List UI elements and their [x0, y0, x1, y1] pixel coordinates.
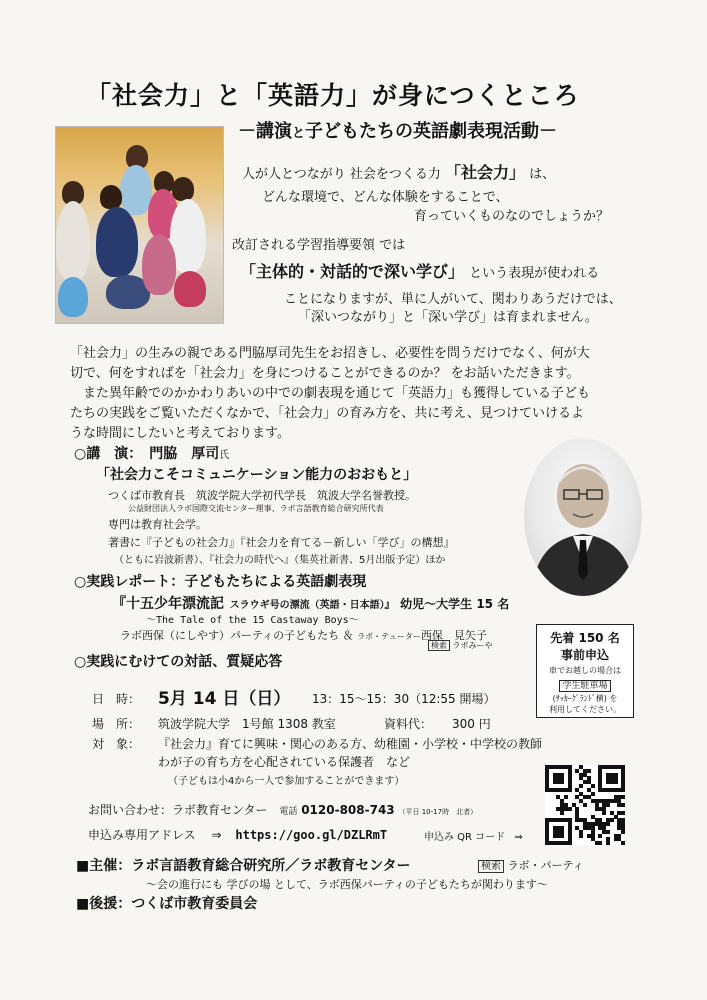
date-label: 日 時：	[92, 692, 141, 706]
intro-key-deep-learning: 「主体的・対話的で深い学び」	[240, 262, 465, 281]
lecture-bio-1: つくば市教育長 筑波学院大学初代学長 筑波大学名誉教授。	[108, 489, 416, 502]
qr-module	[579, 784, 583, 788]
place-label: 場 所：	[92, 717, 141, 731]
search-tag: 検索	[428, 640, 450, 651]
intro-line-7: 「深いつながり」と「深い学び」は育まれません。	[298, 310, 598, 325]
body-line: 「社会力」の生みの親である門脇厚司先生をお招きし、必要性を問うだけでなく、何が大	[70, 346, 590, 361]
qr-module	[587, 769, 591, 773]
qr-module	[568, 841, 572, 845]
target-label: 対 象：	[92, 737, 141, 751]
qr-module	[579, 834, 583, 838]
contact-line	[88, 801, 477, 818]
intro-line-3: 育っていくものなのでしょうか？	[414, 209, 610, 224]
lecture-honorific: 氏	[219, 450, 230, 461]
qr-module	[560, 834, 564, 838]
intro-line-6: ことになりますが、単に人がいて、関わりあうだけでは、	[284, 292, 622, 307]
qr-module	[606, 830, 610, 834]
target-line-3: （子どもは小4から一人で参加することができます）	[168, 776, 405, 787]
intro-line-1-pre: 人が人とつながり 社会をつくる力	[242, 167, 441, 182]
qr-module	[602, 811, 606, 815]
lecturer-portrait	[524, 438, 642, 596]
tutor-name: 西保 見矢子	[420, 629, 487, 642]
body-line: また異年齢でのかかわりあいの中での劇表現を通じて「英語力」も獲得している子ども	[70, 386, 591, 401]
qr-module	[621, 803, 625, 807]
play-title-line	[112, 593, 509, 613]
notice-line-6: 利用してください。	[549, 705, 621, 714]
subtitle-lead: －講演	[238, 121, 292, 142]
intro-line-1-post: は、	[529, 167, 556, 182]
qr-label-line	[424, 828, 523, 843]
qr-module	[621, 841, 625, 845]
notice-line-3: 車でお越しの場合は	[549, 666, 621, 675]
qr-module	[568, 807, 572, 811]
intro-line-2: どんな環境で、どんな体験をすることで、	[262, 190, 509, 205]
target-line-1: 『社会力』育てに興味・関心のある方、幼稚園・小学校・中学校の教師	[158, 737, 543, 751]
organizer-search-tag: 検索	[478, 860, 504, 873]
dialogue-heading: ○実践にむけての対話、質疑応答	[74, 654, 283, 670]
report-heading: ○実践レポート：子どもたちによる英語劇表現	[74, 574, 367, 590]
page-subtitle	[238, 117, 557, 143]
lecture-topic: 「社会力こそコミュニケーション能力のおおもと」	[96, 467, 418, 483]
intro-key-social-power: 「社会力」	[445, 163, 526, 182]
qr-module	[560, 780, 564, 784]
qr-code[interactable]	[545, 765, 625, 845]
qr-module	[591, 792, 595, 796]
tutor-label: ラボ・テューター	[357, 632, 421, 641]
lecture-bio-4: 著書に『子どもの社会力』『社会力を育てる－新しい「学び」の構想』	[108, 536, 455, 549]
tutor-search	[428, 640, 493, 651]
subtitle-to: と	[292, 126, 306, 141]
qr-module	[591, 784, 595, 788]
notice-line-5: (ｻｯｶｰｸﾞﾗﾝﾄﾞ横) を	[552, 694, 618, 703]
contact-label: お問い合わせ：ラボ教育センター	[88, 803, 268, 817]
body-line: たちの実践をご覧いただくなかで、「社会力」の育み方を、共に考え、見つけていけるよ	[70, 406, 585, 421]
address-line	[88, 826, 387, 843]
date-value: 5月 14 日（日）	[158, 689, 291, 709]
organizer-search	[478, 857, 584, 873]
qr-module	[560, 811, 564, 815]
qr-module	[606, 822, 610, 826]
lecture-head: ○講 演： 門脇 厚司	[74, 446, 220, 462]
organizer-line: ■主催：ラボ言語教育総合研究所／ラボ教育センター	[76, 858, 411, 874]
qr-label: 申込み QR コード	[424, 832, 506, 843]
subtitle-rest: 子どもたちの英語劇表現活動－	[305, 121, 558, 142]
place-value: 筑波学院大学 1号館 1308 教室	[158, 717, 336, 731]
phone-label: 電話	[279, 807, 298, 817]
address-label: 申込み専用アドレス	[88, 828, 196, 842]
qr-module	[606, 841, 610, 845]
play-title: 『十五少年漂流記	[112, 596, 224, 612]
party-name: ラボ西保（にしやす）パーティの子どもたち ＆	[120, 629, 354, 642]
qr-module	[610, 818, 614, 822]
notice-line-4: 学生駐車場	[559, 680, 610, 692]
lecture-heading	[74, 443, 229, 463]
contact-hours: （平日 10-17時 北者）	[398, 808, 478, 816]
intro-line-5-post: という表現が使われる	[469, 266, 600, 281]
application-url-link[interactable]: https://goo.gl/DZLRmT	[235, 828, 388, 842]
notice-line-1: 先着 150 名	[550, 631, 620, 645]
qr-module	[621, 795, 625, 799]
qr-module	[598, 834, 602, 838]
body-line: うな時間にしたいと考えております。	[70, 426, 290, 441]
body-line: 切で、何をすればを「社会力」を身につけることができるのか？ をお話いただきます。	[70, 366, 580, 381]
play-english-title: ～The Tale of the 15 Castaway Boys～	[146, 615, 359, 626]
organizer-note: ～会の進行にも 学びの場 として、ラボ西保パーティの子どもたちが関わります～	[146, 878, 548, 891]
support-line: ■後援：つくば市教育委員会	[76, 896, 258, 912]
intro-line-5	[240, 259, 599, 282]
qr-module	[598, 841, 602, 845]
intro-line-1	[242, 160, 555, 183]
qr-module	[606, 803, 610, 807]
qr-module	[621, 830, 625, 834]
children-photo	[55, 126, 224, 324]
lecture-bio-5: （ともに岩波新書）、『社会力の時代へ』（集英社新書、5月出版予定）ほか	[114, 555, 446, 566]
qr-arrow-icon: ⇒	[514, 832, 523, 843]
arrow-icon: ⇒	[211, 828, 222, 842]
play-subtitle: スラウギ号の漂流（英語・日本語）』	[229, 600, 395, 611]
search-word: ラボみーや	[452, 641, 493, 650]
play-ages: 幼児～大学生 15 名	[400, 597, 510, 611]
qr-module	[568, 788, 572, 792]
qr-module	[621, 788, 625, 792]
notice-box	[536, 624, 634, 718]
fee-value: 300 円	[452, 717, 491, 731]
page-title: 「社会力」と「英語力」が身につくところ	[86, 81, 580, 110]
qr-module	[564, 795, 568, 799]
organizer-search-word: ラボ・パーティ	[507, 859, 584, 872]
notice-line-2: 事前申込	[560, 648, 609, 662]
time-value: 13：15～15：30（12:55 開場）	[312, 692, 496, 706]
target-line-2: わが子の育ち方を心配されている保護者 など	[158, 755, 411, 769]
fee-label: 資料代：	[384, 717, 433, 731]
intro-line-4: 改訂される学習指導要領 では	[232, 238, 406, 253]
qr-module	[583, 803, 587, 807]
qr-module	[621, 811, 625, 815]
qr-module	[614, 780, 618, 784]
lecture-bio-3: 専門は教育社会学。	[108, 518, 207, 531]
body-paragraph	[70, 344, 635, 444]
phone-number[interactable]: 0120-808-743	[301, 803, 395, 817]
lecture-bio-2: 公益財団法人ラボ国際交流センター理事、ラボ言語教育総合研究所代表	[128, 504, 384, 513]
